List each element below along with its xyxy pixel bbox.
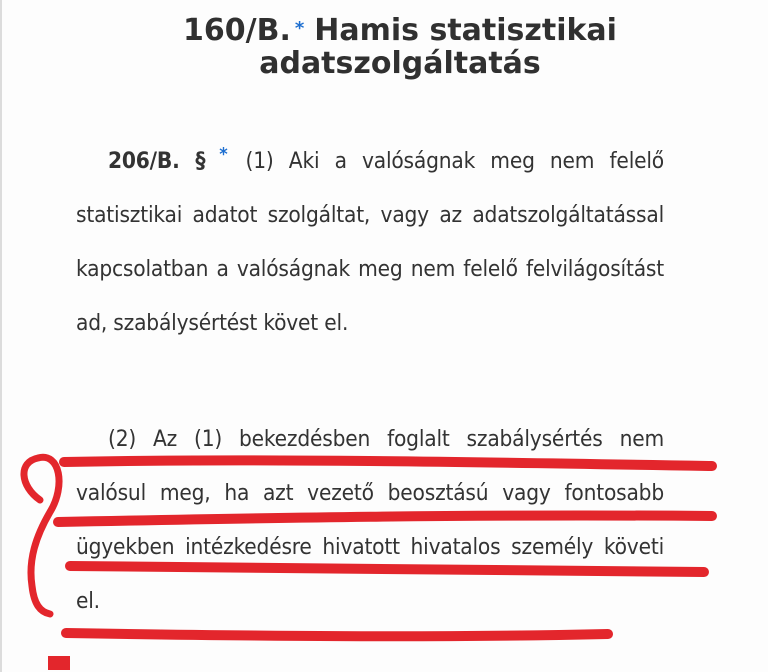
underline-stroke-4 bbox=[66, 633, 608, 636]
next-section-fragment bbox=[0, 650, 768, 672]
heading-footnote-star[interactable]: * bbox=[294, 18, 305, 39]
section-label: 206/B. § bbox=[108, 148, 206, 174]
paragraph-1-text: (1) Aki a valóságnak meg nem felelő statisztikai adatot szolgáltat, vagy az adatszolgáltatással kapcsolatban a valóságnak meg nem felelő felvilágosítást ad, szabálysértést követ el. bbox=[76, 148, 664, 336]
question-mark-icon bbox=[24, 457, 59, 614]
page-edge-line bbox=[0, 0, 2, 672]
heading-title-line1: Hamis statisztikai bbox=[314, 13, 617, 48]
paragraph-1 bbox=[76, 134, 664, 350]
paragraph-2-text: (2) Az (1) bekezdésben foglalt szabálysértés nem valósul meg, ha azt vezető beosztású vagy fontosabb ügyekben intézkedésre hivatott hivatalos személy követi el. bbox=[76, 426, 664, 614]
heading-title-line2: adatszolgáltatás bbox=[259, 46, 541, 81]
section-footnote-star[interactable]: * bbox=[219, 144, 228, 165]
heading bbox=[100, 14, 700, 80]
paragraph-2 bbox=[76, 412, 664, 628]
heading-number: 160/B. bbox=[183, 13, 291, 48]
